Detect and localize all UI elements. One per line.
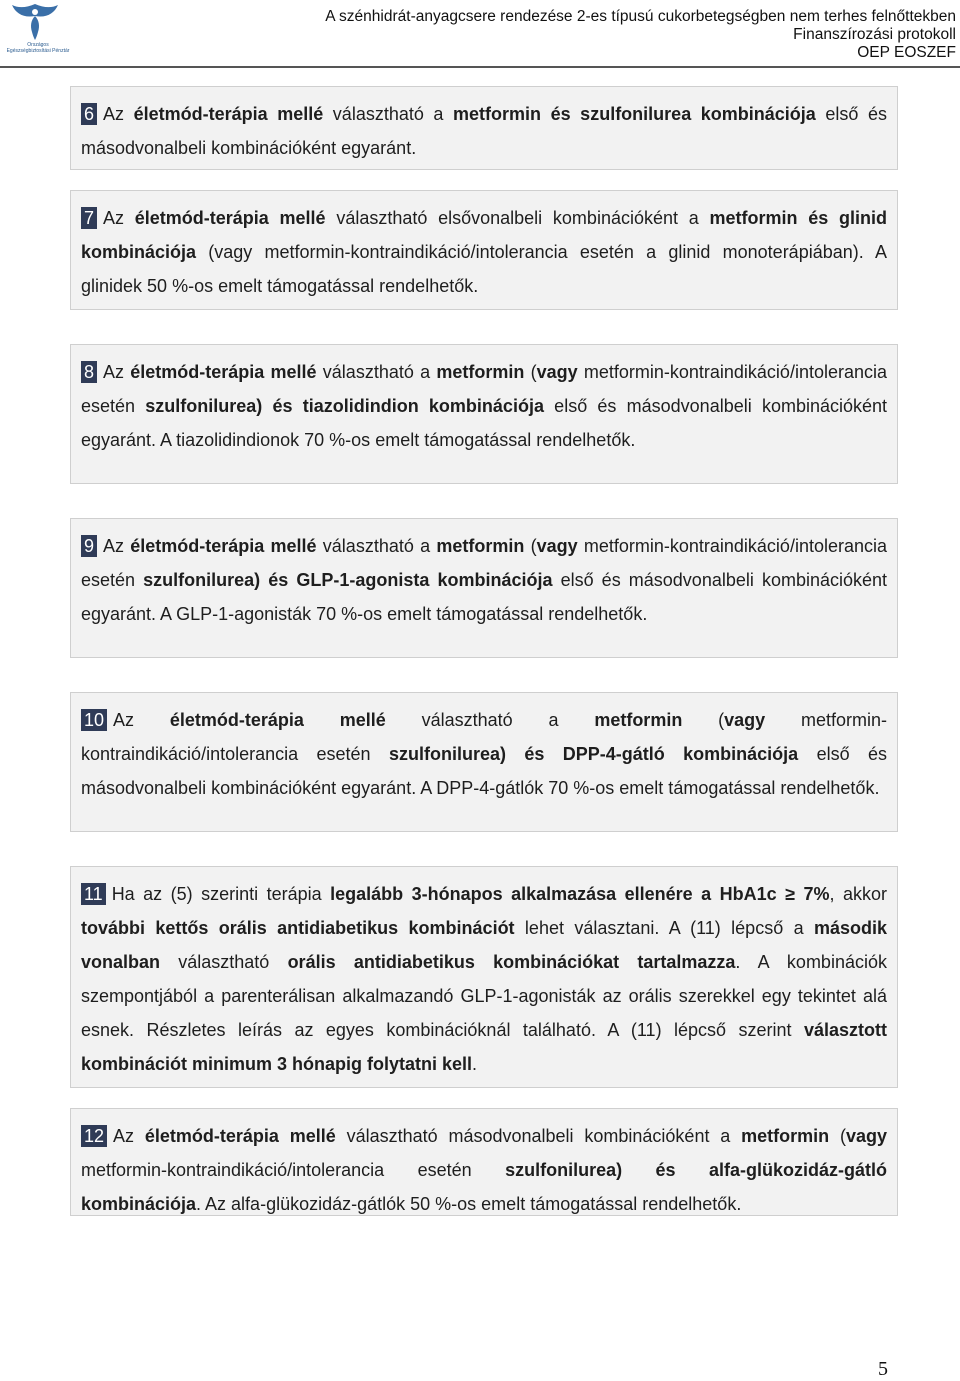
step-text-segment: választható elsővonalbeli kombinációként a: [325, 208, 710, 228]
step-text-bold: orális antidiabetikus kombinációkat tartalmazza: [287, 952, 736, 972]
step-text-bold: választott kombinációt minimum 3 hónapig folytatni kell: [81, 1020, 887, 1074]
step-text-bold: életmód-terápia mellé: [144, 1126, 336, 1146]
step-text-segment: Az: [103, 362, 131, 382]
step-text-segment: lehet választani. A (11) lépcső a: [514, 918, 814, 938]
step-text-segment: választható a: [323, 104, 454, 124]
step-text-segment: (: [524, 536, 537, 556]
oep-logo: [4, 2, 70, 62]
step-text: [81, 1119, 887, 1221]
step-text-segment: (: [829, 1126, 846, 1146]
step-text-bold: vagy: [724, 710, 766, 730]
step-text: [81, 355, 887, 457]
step-text-segment: választható: [160, 952, 288, 972]
step-text-bold: metformin: [436, 536, 525, 556]
step-text-bold: legalább 3-hónapos alkalmazása ellenére a HbA1c ≥ 7%: [330, 884, 830, 904]
step-text: [81, 97, 887, 165]
step-text-bold: metformin: [594, 710, 683, 730]
step-number-badge: 11: [81, 883, 106, 905]
document-subtitle: Finanszírozási protokoll: [793, 26, 956, 43]
step-text-segment: . Az alfa-glükozidáz-gátlók 50 %-os emelt támogatással rendelhetők.: [196, 1194, 742, 1214]
step-text-segment: választható a: [316, 536, 437, 556]
step-text-segment: választható másodvonalbeli kombinációként a: [335, 1126, 742, 1146]
protocol-step-box: [70, 692, 898, 832]
step-text-segment: metformin-kontraindikáció/intolerancia esetén: [81, 1160, 506, 1180]
header-divider: [0, 66, 960, 68]
step-text-segment: metformin-kontraindikáció/intolerancia esetén: [81, 362, 887, 416]
step-text-segment: , akkor: [829, 884, 887, 904]
step-text-segment: Az: [113, 710, 170, 730]
step-text-segment: első és másodvonalbeli kombinációként egyaránt.: [81, 104, 887, 158]
step-text-segment: (: [524, 362, 537, 382]
step-text-segment: első és másodvonalbeli kombinációként egyaránt. A GLP-1-agonisták 70 %-os emelt támogatással rendelhetők.: [81, 570, 888, 624]
step-text-bold: metformin és glinid kombinációja: [81, 208, 887, 262]
step-number-badge: 7: [81, 207, 97, 229]
document-title: A szénhidrát-anyagcsere rendezése 2-es típusú cukorbetegségben nem terhes felnőttekben: [325, 8, 956, 25]
step-text-segment: (vagy metformin-kontraindikáció/intolerancia esetén a glinid monoterápiában). A glinidek 50 %-os emelt támogatással rendelhetők.: [81, 242, 887, 296]
step-text-segment: metformin-kontraindikáció/intolerancia esetén: [81, 710, 888, 764]
step-text: [81, 703, 887, 805]
step-text-segment: választható a: [385, 710, 595, 730]
document-issuer: OEP EOSZEF: [857, 44, 956, 61]
step-text-segment: első és másodvonalbeli kombinációként egyaránt. A DPP-4-gátlók 70 %-os emelt támogatással rendelhetők.: [81, 744, 887, 798]
step-text-segment: választható a: [316, 362, 437, 382]
step-text: [81, 877, 887, 1081]
step-text-segment: Az: [103, 208, 135, 228]
step-number-badge: 10: [81, 709, 107, 731]
step-text: [81, 529, 887, 631]
step-text-bold: vagy: [536, 362, 578, 382]
page-number: 5: [878, 1358, 888, 1380]
step-text-bold: metformin: [436, 362, 525, 382]
header-text: [325, 8, 956, 62]
protocol-step-box: [70, 1108, 898, 1216]
step-number-badge: 12: [81, 1125, 107, 1147]
step-text-bold: életmód-terápia mellé: [134, 208, 326, 228]
step-text-segment: Az: [103, 536, 131, 556]
step-text-bold: életmód-terápia mellé: [169, 710, 386, 730]
step-text-bold: életmód-terápia mellé: [133, 104, 324, 124]
protocol-step-box: [70, 190, 898, 310]
step-text-bold: második vonalban: [81, 918, 887, 972]
step-text-bold: szulfonilurea) és tiazolidindion kombinációja: [145, 396, 544, 416]
step-text-bold: további kettős orális antidiabetikus kombinációt: [81, 918, 515, 938]
step-text-bold: életmód-terápia mellé: [130, 536, 317, 556]
step-text-segment: első és másodvonalbeli kombinációként egyaránt. A tiazolidindionok 70 %-os emelt támogatással rendelhetők.: [81, 396, 888, 450]
protocol-step-box: [70, 86, 898, 170]
step-text-bold: vagy: [536, 536, 578, 556]
protocol-step-box: [70, 518, 898, 658]
step-number-badge: 9: [81, 535, 97, 557]
step-text-segment: metformin-kontraindikáció/intolerancia esetén: [81, 536, 887, 590]
step-text-bold: szulfonilurea) és alfa-glükozidáz-gátló kombinációja: [81, 1160, 887, 1214]
step-number-badge: 6: [81, 103, 97, 125]
page-header: [0, 0, 960, 66]
step-text-segment: Az: [103, 104, 134, 124]
step-number-badge: 8: [81, 361, 97, 383]
step-text-bold: metformin: [741, 1126, 830, 1146]
step-text-segment: . A kombinációk szempontjából a parenterálisan alkalmazandó GLP-1-agonisták az orális szerekkel egy tekintet alá esnek. Részletes leírás az egyes kombinációknál található. A (11) lépcső szerint: [81, 952, 887, 1040]
protocol-step-box: [70, 866, 898, 1088]
step-text-segment: Az: [113, 1126, 145, 1146]
step-text-segment: .: [472, 1054, 478, 1074]
logo-caption: Országos Egészségbiztosítási Pénztár: [6, 42, 70, 54]
step-text-segment: (: [682, 710, 725, 730]
step-text-bold: vagy: [845, 1126, 887, 1146]
step-text-bold: metformin és szulfonilurea kombinációja: [453, 104, 816, 124]
step-text-bold: szulfonilurea) és DPP-4-gátló kombinációja: [388, 744, 799, 764]
logo-emblem-icon: [4, 2, 66, 42]
step-text-bold: szulfonilurea) és GLP-1-agonista kombinációja: [143, 570, 553, 590]
step-text: [81, 201, 887, 303]
step-text-bold: életmód-terápia mellé: [130, 362, 317, 382]
step-text-segment: Ha az (5) szerinti terápia: [111, 884, 331, 904]
protocol-step-box: [70, 344, 898, 484]
